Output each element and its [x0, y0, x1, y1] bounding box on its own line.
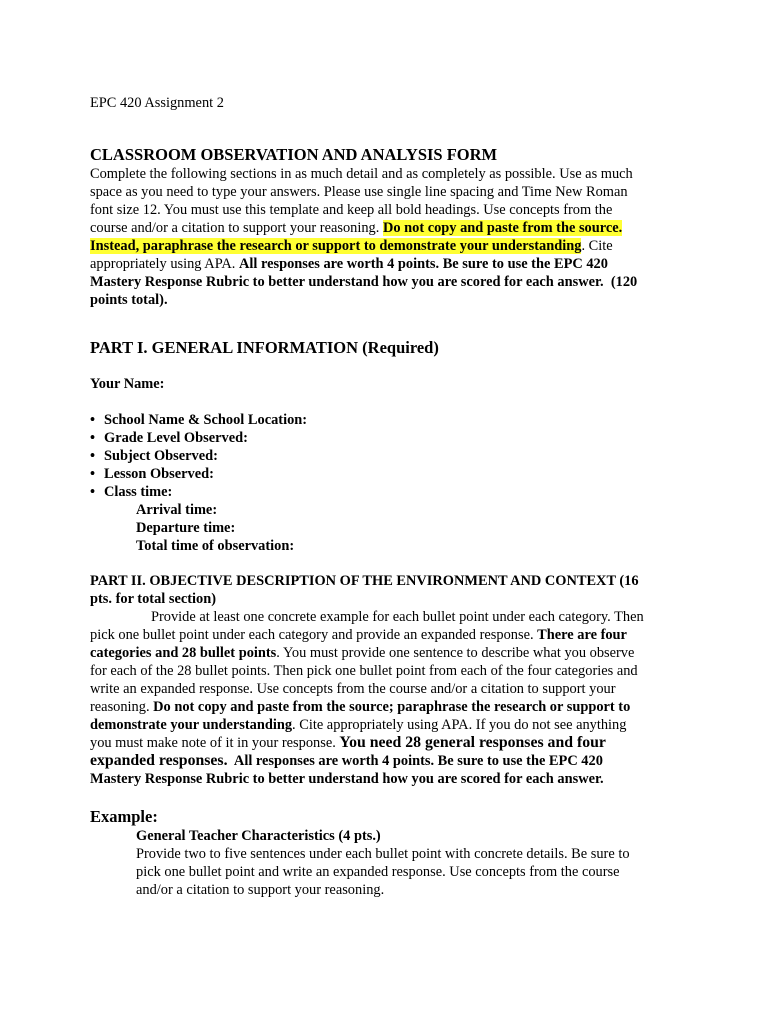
bullet-icon: •: [90, 412, 96, 428]
your-name-label: Your Name:: [90, 376, 165, 392]
list-item-label: Lesson Observed:: [104, 466, 214, 482]
list-item-label: Grade Level Observed:: [104, 430, 248, 446]
highlighted-warning: Instead, paraphrase the research or support to demonstrate your understanding: [90, 238, 582, 254]
part2-heading: pts. for total section): [90, 591, 217, 607]
example-heading: Example:: [90, 807, 158, 826]
intro-bold-text: points total).: [90, 292, 168, 308]
bullet-icon: •: [90, 430, 96, 446]
list-item: [90, 429, 680, 447]
bullet-icon: •: [90, 466, 96, 482]
bullet-icon: •: [90, 484, 96, 500]
part2-text: reasoning. Do not copy and paste from the source; paraphrase the research or support to: [90, 699, 631, 715]
class-time-subitem: Arrival time:: [136, 502, 218, 518]
list-item-label: School Name & School Location:: [104, 412, 308, 428]
intro-line: [90, 273, 680, 291]
part2-heading: PART II. OBJECTIVE DESCRIPTION OF THE ENVIRONMENT AND CONTEXT (16: [90, 573, 639, 589]
intro-bold-text: All responses are worth 4 points. Be sure to use the EPC 420: [238, 256, 608, 272]
part1-heading: PART I. GENERAL INFORMATION (Required): [90, 338, 439, 357]
part2-text: demonstrate your understanding. Cite appropriately using APA. If you do not see anything: [90, 717, 627, 733]
intro-line: [90, 291, 680, 309]
part2-text: for each of the 28 bullet points. Then pick one bullet point from each of the four categories and: [90, 663, 638, 679]
bullet-icon: •: [90, 448, 96, 464]
example-text: Provide two to five sentences under each bullet point with concrete details. Be sure to: [136, 846, 630, 862]
form-title: CLASSROOM OBSERVATION AND ANALYSIS FORM: [90, 145, 498, 164]
part2-section: [90, 572, 680, 788]
intro-line: [90, 255, 680, 273]
list-item: [90, 447, 680, 465]
intro-line: Complete the following sections in as much detail and as completely as possible. Use as much: [90, 166, 633, 182]
part2-text: expanded responses. All responses are worth 4 points. Be sure to use the EPC 420: [90, 752, 603, 769]
list-item-label: Class time:: [104, 484, 173, 500]
intro-line: space as you need to type your answers. Please use single line spacing and Time New Roman: [90, 184, 628, 200]
part2-text: you must make note of it in your response. You need 28 general responses and four: [90, 734, 606, 751]
list-item: [90, 465, 680, 483]
part2-text: categories and 28 bullet points. You must provide one sentence to describe what you observe: [90, 645, 635, 661]
example-text: pick one bullet point and write an expanded response. Use concepts from the course: [136, 864, 620, 880]
intro-line: [90, 237, 680, 255]
part2-text: Provide at least one concrete example for each bullet point under each category. Then: [151, 609, 644, 625]
part2-text: pick one bullet point under each category and provide an expanded response. There are four: [90, 627, 627, 643]
intro-text: appropriately using APA.: [90, 256, 239, 272]
intro-paragraph: [90, 165, 680, 309]
intro-text: course and/or a citation to support your reasoning.: [90, 220, 383, 236]
general-info-list: [90, 411, 680, 555]
class-time-subitem: Total time of observation:: [136, 538, 295, 554]
intro-line: [90, 219, 680, 237]
assignment-title: EPC 420 Assignment 2: [90, 95, 224, 111]
list-item: [90, 483, 680, 501]
highlighted-warning: Do not copy and paste from the source.: [382, 220, 623, 236]
part2-text: write an expanded response. Use concepts from the course and/or a citation to support your: [90, 681, 616, 697]
example-text: and/or a citation to support your reasoning.: [136, 882, 385, 898]
document-body: [90, 94, 680, 899]
part2-text: Mastery Response Rubric to better understand how you are scored for each answer.: [90, 771, 604, 787]
intro-bold-text: Mastery Response Rubric to better understand how you are scored for each answer. (120: [90, 274, 638, 290]
class-time-subitem: Departure time:: [136, 520, 236, 536]
example-subheading: General Teacher Characteristics (4 pts.): [136, 828, 381, 844]
intro-text: . Cite: [581, 238, 613, 254]
intro-line: font size 12. You must use this template and keep all bold headings. Use concepts from the: [90, 202, 613, 218]
list-item-label: Subject Observed:: [104, 448, 218, 464]
list-item: [90, 411, 680, 429]
